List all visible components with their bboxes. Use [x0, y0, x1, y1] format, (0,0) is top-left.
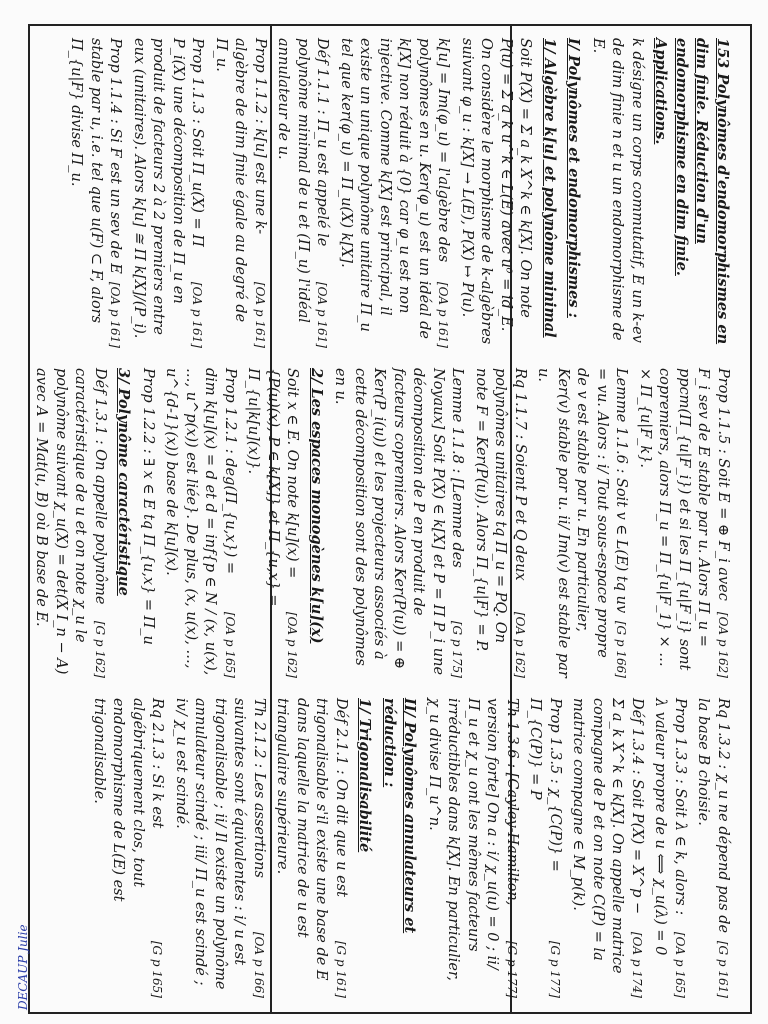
text-block: [306, 368, 327, 678]
text-block: [113, 368, 134, 678]
text-block: [525, 698, 564, 998]
block-text: k désigne un corps commutatif, E un k-ev de dim finie n et u un endomorphisme de E.: [590, 38, 645, 343]
reference-tag: [OA p 161]: [253, 281, 267, 348]
reference-tag: [G p 162]: [93, 620, 107, 678]
text-block: [138, 368, 158, 678]
block-text: 1/ Trigonalisabilité: [356, 698, 374, 853]
block-text: 3/ Polynôme caractéristique: [115, 368, 133, 596]
text-block: [563, 38, 584, 348]
column-2: [34, 358, 740, 688]
text-block: [272, 698, 350, 998]
reference-tag: [G p 161]: [716, 940, 730, 998]
text-block: [568, 698, 646, 998]
text-block: [471, 368, 530, 678]
block-text: Rq 2.1.3 : Si k est algébriquement clos, tout endomorphisme de L(E) est trigonalisable.: [91, 698, 166, 902]
reference-tag: [OA p 174]: [630, 931, 644, 998]
reference-tag: [OA p 162]: [285, 611, 300, 678]
reference-tag: [G p 165]: [150, 940, 165, 998]
text-block: [336, 38, 453, 348]
text-block: [171, 698, 269, 998]
reference-tag: [OA p 161]: [436, 281, 451, 348]
block-text: Prop 1.2.2 : ∃ x ∈ E tq Π_{u,x} = Π_u: [140, 368, 156, 645]
block-text: Soit x ∈ E. On note k[u](x) = {P(u)(x), P ∈ k[X]} et Π_{u,x} = Π_{u|k[u](x)}.: [245, 368, 301, 607]
column-1: [34, 28, 740, 358]
block-text: Prop 1.3.3 : Soit λ ∈ k, alors : λ valeur propre de u ⟺ χ_u(λ) = 0: [652, 698, 688, 956]
column-3: [34, 688, 740, 1008]
reference-tag: [OA p 161]: [108, 281, 123, 348]
text-block: [424, 698, 522, 998]
text-block: [273, 38, 332, 348]
block-text: II/ Polynômes annulateurs et réduction :: [381, 698, 419, 934]
block-text: I/ Polynômes et endomorphismes :: [565, 38, 583, 318]
text-block: [539, 38, 560, 348]
reference-tag: [OA p 165]: [223, 611, 237, 678]
block-text: Th 1.3.6 : [Cayley-Hamilton, version forte] On a : i/ χ_u(u) = 0 ; ii/ Π_u et χ_u ont les mêmes facteurs irréductibles dans k[X]. En particulier, χ_u divise Π_u^n.: [426, 698, 520, 981]
text-block: [650, 38, 732, 348]
reference-tag: [OA p 162]: [716, 611, 730, 678]
block-text: 153 Polynômes d'endomorphismes en dim finie. Réduction d'un endomorphisme en dim finie. Applications.: [652, 38, 731, 345]
rotated-content: [34, 28, 740, 1008]
text-block: [635, 368, 733, 678]
text-block: [161, 368, 239, 678]
text-block: [89, 698, 167, 998]
block-text: Rq 1.3.2 : χ_u ne dépend pas de la base B choisie.: [695, 698, 731, 934]
block-text: Rq 1.1.7 : Soient P et Q deux polynômes unitaires tq Π_u = PQ. On note F = Ker(P(u)). Alors Π_{u|F} = P.: [473, 368, 528, 652]
block-text: Prop 1.1.5 : Soit E = ⊕ F_i avec F_i sev de E stable par u. Alors Π_u = ppcm(Π_{u|F_i}) et si les Π_{u|F_i} sont copremiers, alors Π_u = Π_{u|F_1} × … × Π_{u|F_k}.: [637, 368, 731, 671]
block-text: Prop 1.2.1 : deg(Π_{u,x}) = dim k[u](x) = d et d = inf{p ∈ N / (x, u(x), …, u^p(x)) est liée}. De plus, (x, u(x), …, u^{d-1}(x)) base de k[u](x).: [163, 368, 238, 676]
reference-tag: [G p 175]: [450, 620, 465, 678]
block-text: 1/ Algèbre k[u] et polynôme minimal: [541, 38, 558, 338]
reference-tag: [OA p 165]: [673, 931, 687, 998]
block-text: Prop 1.1.4 : Si F est un sev de E stable par u, i.e. tel que u(F) ⊂ F, alors Π_{u|F} divise Π_u.: [68, 38, 124, 324]
text-block: [588, 38, 647, 348]
reference-tag: [OA p 162]: [513, 611, 527, 678]
text-block: [243, 368, 302, 678]
text-block: [34, 368, 109, 678]
text-block: [457, 38, 535, 348]
block-text: Th 2.1.2 : Les assertions suivantes sont équivalentes : i/ u est trigonalisable ; ii/ Il existe un polynôme annulateur scindé ; iii/ Π_u est scindé ; iv/ χ_u est scindé.: [173, 698, 267, 990]
block-text: Prop 1.1.2 : k[u] est une k-algèbre de dim finie égale au degré de Π_u.: [213, 38, 268, 323]
block-text: Lemme 1.1.8 : [Lemme des Noyaux] Soit P(X) ∈ k[X] et P = Π P_i une décomposition de P en produit de facteurs copremiers. Alors Ker(P(u)) = ⊕ Ker(P_i(u)) et les projecteurs associés à cette décomposition sont des polynômes en u.: [332, 368, 466, 676]
reference-tag: [OA p 166]: [252, 931, 266, 998]
reference-tag: [G p 166]: [614, 620, 629, 678]
text-block: [211, 38, 270, 348]
text-block: [379, 698, 420, 998]
text-block: [66, 38, 125, 348]
block-text: Prop 1.3.5 : χ_{C(P)} = Π_{C(P)} = P: [527, 698, 563, 872]
block-text: Déf 1.1.1 : Π_u est appelé le polynôme minimal de u et (Π_u) l'idéal annulateur de u.: [275, 38, 331, 323]
block-text: Déf 1.3.4 : Soit P(X) = X^p − Σ a_k X^k ∈ k[X]. On appelle matrice compagne de P et on note C(P) = la matrice compagne ∈ M_p(k).: [570, 698, 645, 974]
text-block: [354, 698, 375, 998]
block-text: Lemme 1.1.6 : Soit v ∈ L(E) tq uv = vu. Alors : i/ Tout sous-espace propre de v est stable par u. En particulier, Ker(v) stable par u. ii/ Im(v) est stable par u.: [535, 368, 630, 678]
text-block: [129, 38, 207, 348]
reference-tag: [G p 177]: [548, 940, 562, 998]
reference-tag: [G p 161]: [334, 940, 348, 998]
block-text: Prop 1.1.3 : Soit Π_u(X) = Π P_i(X) une décomposition de Π_u en produit de facteurs 2 à 2 premiers entre eux (unitaires). Alors k[u] ≅ Π k[X]/(P_i).: [131, 38, 206, 339]
block-text: Déf 2.1.1 : On dit que u est trigonalisable s'il existe une base de E dans laquelle la matrice de u est triangulaire supérieure.: [274, 698, 349, 981]
reference-tag: [G p 177]: [505, 940, 519, 998]
author-tag: DECAUP Julie: [16, 924, 30, 1010]
reference-tag: [OA p 161]: [190, 281, 205, 348]
block-text: Déf 1.3.1 : On appelle polynôme caractéristique de u et on note χ_u le polynôme suivant χ_u(X) = det(X I_n − A) avec A = Mat(u, B) où B base de E.: [34, 368, 108, 675]
block-text: 2/ Les espaces monogènes k[u](x): [308, 368, 325, 644]
text-block: [693, 698, 732, 998]
text-block: [330, 368, 467, 678]
block-text: Soit P(X) = Σ a_k X^k ∈ k[X]. On note P(u) = Σ a_k u^k ∈ L(E) avec u⁰ = id_E. On considère le morphisme de k-algèbres suivant φ_u : k[X] → L(E), P(X) ↦ P(u).: [459, 38, 534, 345]
text-block: [533, 368, 631, 678]
block-text: k[u] = Im(φ_u) = l'algèbre des polynômes en u. Ker(φ_u) est un idéal de k[X] non réduit à {0} car φ_u est non injective. Comme k[X] est principal, il existe un unique polynôme unitaire Π_u tel que ker(φ_u) = Π_u(X) k[X].: [338, 38, 452, 339]
reference-tag: [OA p 161]: [315, 281, 330, 348]
text-block: [650, 698, 689, 998]
